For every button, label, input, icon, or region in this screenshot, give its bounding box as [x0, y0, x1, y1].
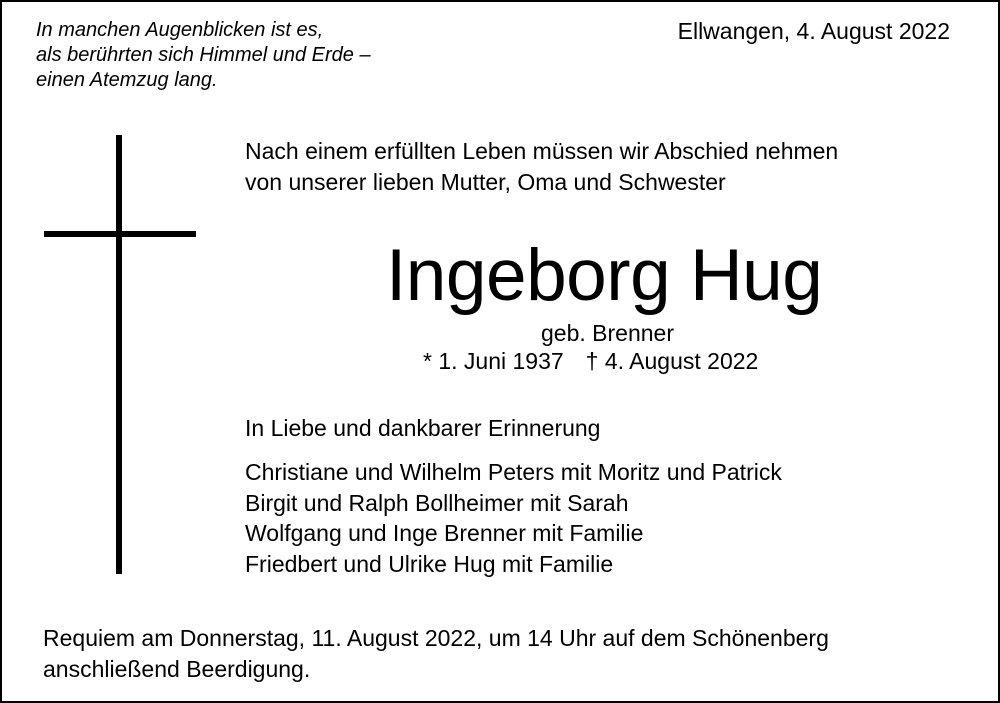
birth-date: * 1. Juni 1937 — [423, 348, 564, 374]
motto-line: als berührten sich Himmel und Erde – — [36, 44, 371, 66]
deceased-name: Ingeborg Hug — [386, 235, 823, 316]
place-date: Ellwangen, 4. August 2022 — [677, 18, 950, 44]
cross-vertical-bar — [116, 135, 122, 574]
mourner-entry: Birgit und Ralph Bollheimer mit Sarah — [245, 489, 629, 516]
birth-name: geb. Brenner — [541, 320, 674, 346]
cross-horizontal-bar — [44, 231, 196, 237]
mourner-entry: Christiane und Wilhelm Peters mit Moritz und Patrick — [245, 459, 782, 485]
intro-line: Nach einem erfüllten Leben müssen wir Abschied nehmen — [245, 138, 839, 164]
motto-line: einen Atemzug lang. — [36, 69, 218, 91]
motto-line: In manchen Augenblicken ist es, — [36, 19, 324, 41]
mourner-entry: Friedbert und Ulrike Hug mit Familie — [245, 550, 614, 577]
mourner-entry: Wolfgang und Inge Brenner mit Familie — [245, 520, 644, 546]
service-line: anschließend Beerdigung. — [43, 656, 311, 682]
service-info — [43, 623, 829, 685]
intro-text — [245, 136, 838, 198]
life-dates — [423, 346, 758, 376]
remembrance-line: In Liebe und dankbarer Erinnerung — [245, 415, 601, 441]
service-line: Requiem am Donnerstag, 11. August 2022, um 14 Uhr auf dem Schönenberg — [43, 625, 829, 651]
mourners-list — [245, 457, 782, 579]
motto-quote — [36, 18, 371, 93]
intro-line: von unserer lieben Mutter, Oma und Schwester — [245, 169, 726, 195]
death-date: † 4. August 2022 — [585, 348, 759, 374]
